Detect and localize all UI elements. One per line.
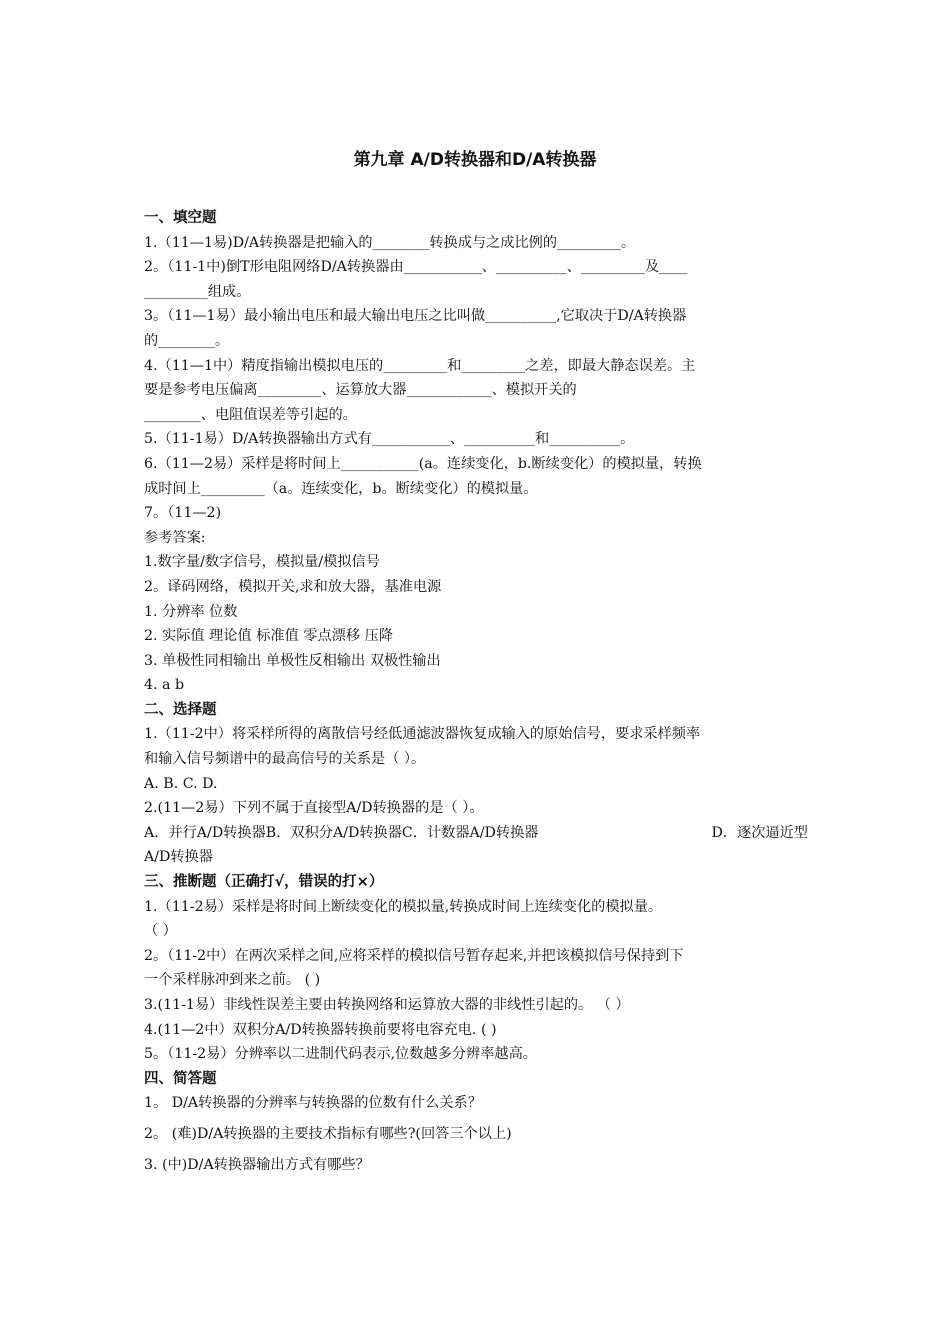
text-line: 成时间上_________（a。连续变化，b。断续变化）的模拟量。 [144, 480, 538, 497]
options-line [144, 821, 808, 846]
answer-line: 3. 单极性同相输出 单极性反相输出 双极性输出 [144, 652, 441, 669]
text-line: 7。（11—2) [144, 505, 222, 522]
text-line: 4.（11—1中）精度指输出模拟电压的_________和_________之差，即最大静态误差。主 [144, 357, 696, 374]
text-line: 3.(11-1易）非线性误差主要由转换网络和运算放大器的非线性引起的。 （ ） [144, 997, 630, 1013]
section-heading-short-answer: 四、简答题 [144, 1070, 217, 1087]
answer-line: 1.数字量/数字信号，模拟量/模拟信号 [144, 554, 380, 571]
text-line: （ ） [144, 923, 177, 940]
section-heading-choice: 二、选择题 [144, 701, 217, 718]
page-title: 第九章 A/D转换器和D/A转换器 [353, 150, 597, 170]
text-line: 1.（11-2中）将采样所得的离散信号经低通滤波器恢复成输入的原始信号，要求采样频率 [144, 726, 701, 743]
answer-line: 4. a b [144, 677, 185, 694]
text-line: 2.(11—2易）下列不属于直接型A/D转换器的是（ ）。 [144, 800, 484, 817]
text-line: ________、电阻值误差等引起的。 [144, 406, 357, 423]
options-abc: A．并行A/D转换器B．双积分A/D转换器C．计数器A/D转换器 [144, 824, 539, 841]
answer-line: 1. 分辨率 位数 [144, 603, 238, 620]
section-heading-judgement: 三、推断题（正确打√，错误的打×） [144, 874, 384, 891]
text-line: 3. (中)D/A转换器输出方式有哪些？ [144, 1156, 370, 1173]
text-line: 1.（11—1易)D/A转换器是把输入的________转换成与之成比例的_________。 [144, 234, 636, 251]
text-line: 一个采样脉冲到来之前。 ( ) [144, 972, 321, 989]
option-d: D．逐次逼近型 [711, 824, 808, 841]
text-line: A/D转换器 [144, 849, 213, 866]
options-line: A. B. C. D. [144, 775, 218, 792]
answers-label: 参考答案: [144, 529, 206, 546]
text-line: 3。（11—1易）最小输出电压和最大输出电压之比叫做__________,它取决于D/A转换器 [144, 308, 687, 325]
text-line: 6.（11—2易）采样是将时间上___________(a。连续变化，b.断续变化）的模拟量，转换 [144, 455, 702, 472]
text-line: 2。（11-1中)倒T形电阻网络D/A转换器由___________、__________、_________及____ [144, 259, 688, 276]
text-line: 和输入信号频谱中的最高信号的关系是（ ）。 [144, 751, 426, 768]
text-line: 1。 D/A转换器的分辨率与转换器的位数有什么关系？ [144, 1095, 482, 1112]
section-heading-fill-blank: 一、填空题 [144, 210, 217, 226]
text-line: 4.(11—2中）双积分A/D转换器转换前要将电容充电. ( ) [144, 1021, 497, 1038]
text-line: _________组成。 [144, 283, 251, 300]
text-line: 2。 (难)D/A转换器的主要技术指标有哪些?(回答三个以上) [144, 1125, 512, 1142]
text-line: 1.（11-2易）采样是将时间上断续变化的模拟量,转换成时间上连续变化的模拟量。 [144, 898, 663, 915]
text-line: 5。（11-2易）分辨率以二进制代码表示,位数越多分辨率越高。 [144, 1046, 537, 1063]
text-line: 要是参考电压偏离_________、运算放大器____________、模拟开关的 [144, 382, 577, 399]
text-line: 5.（11-1易）D/A转换器输出方式有___________、__________和__________。 [144, 431, 635, 448]
answer-line: 2. 实际值 理论值 标准值 零点漂移 压降 [144, 628, 393, 645]
text-line: 的________。 [144, 332, 230, 349]
text-line: 2。（11-2中）在两次采样之间,应将采样的模拟信号暂存起来,并把该模拟信号保持到下 [144, 947, 684, 964]
document-body [144, 206, 808, 1177]
answer-line: 2。译码网络，模拟开关,求和放大器，基准电源 [144, 578, 442, 595]
